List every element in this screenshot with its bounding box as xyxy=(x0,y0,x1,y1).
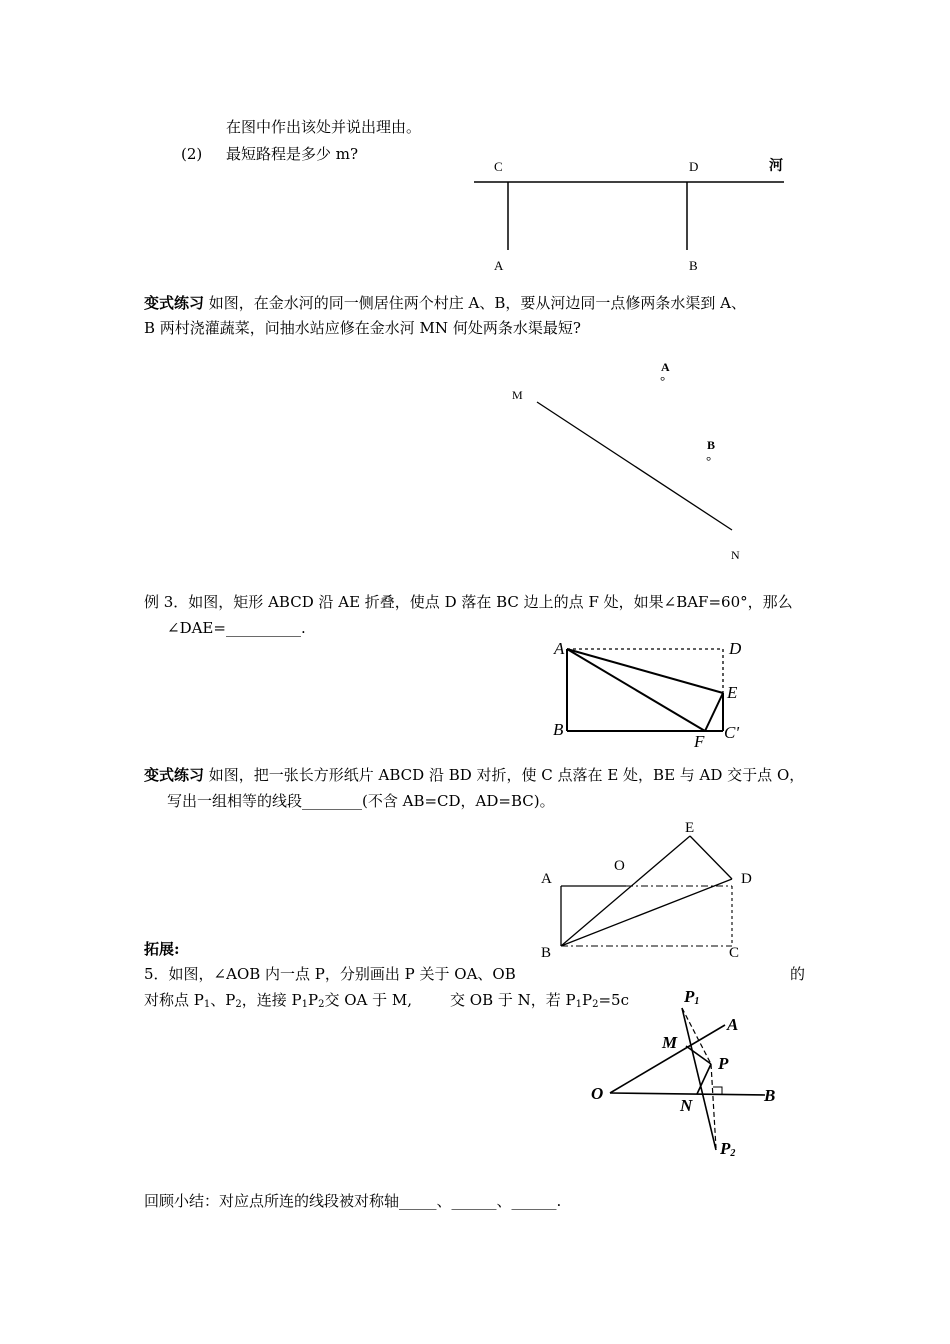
fig3-label-e: E xyxy=(727,683,738,702)
question-2-text: 最短路程是多少 m? xyxy=(226,145,359,163)
ext-text-f: 交 OB 于 N，若 P xyxy=(450,991,576,1009)
fig3-label-d: D xyxy=(729,639,742,658)
variation-2-text-1: 如图，把一张长方形纸片 ABCD 沿 BD 对折，使 C 点落在 E 处，BE 与 AD 交于点 O， xyxy=(204,766,805,784)
fig4-label-a: A xyxy=(541,871,552,887)
ext-sub-3: 1 xyxy=(301,999,308,1010)
fig2-label-a: A xyxy=(661,360,670,374)
fig5-p1-letter: P xyxy=(684,987,695,1006)
ext-text-b: 、P xyxy=(210,991,236,1009)
extension-line-1: 5．如图，∠AOB 内一点 P，分别画出 P 关于 OA、OB xyxy=(144,965,516,983)
fig5-label-p: P xyxy=(718,1054,729,1073)
fig4-label-c: C xyxy=(729,945,740,961)
fig5-p2-sub: 2 xyxy=(730,1148,736,1159)
fig3-label-c: C' xyxy=(724,723,739,742)
ext-text-h: =5c xyxy=(598,991,629,1009)
variation-1-text-1: 如图，在金水河的同一侧居住两个村庄 A、B，要从河边同一点修两条水渠到 A、 xyxy=(204,294,747,312)
ext-sub-1: 1 xyxy=(203,999,211,1010)
fig2-point-a: ° xyxy=(660,373,666,388)
ext-sub-4: 2 xyxy=(318,999,325,1010)
example-3-line-2: ∠DAE=__________. xyxy=(167,619,306,637)
fig4-label-b: B xyxy=(541,945,552,961)
fig3-label-f: F xyxy=(694,732,705,751)
extension-line-1-end: 的 xyxy=(790,965,806,983)
ext-text-e: 交 OA 于 M, xyxy=(324,991,412,1009)
fig2-label-m: M xyxy=(512,388,523,402)
fig1-label-d: D xyxy=(689,159,699,174)
ext-text-d: P xyxy=(307,991,319,1009)
fig5-label-o: O xyxy=(591,1084,604,1103)
fig1-label-river: 河 xyxy=(769,158,783,174)
variation-2-line-2: 写出一组相等的线段________(不含 AB=CD，AD=BC)。 xyxy=(167,792,555,810)
ext-text-a: 对称点 P xyxy=(144,991,204,1009)
question-number-2: (2) xyxy=(181,145,203,163)
fig2-label-b: B xyxy=(707,438,716,452)
variation-2-heading: 变式练习 xyxy=(144,766,205,784)
variation-1-heading: 变式练习 xyxy=(144,294,205,312)
example-3-line-1: 例 3．如图，矩形 ABCD 沿 AE 折叠，使点 D 落在 BC 边上的点 F 处，如果∠BAF=60°，那么 xyxy=(144,593,793,611)
extension-heading: 拓展: xyxy=(144,940,180,958)
fig4-label-e: E xyxy=(685,820,695,836)
ext-sub-2: 2 xyxy=(235,999,242,1010)
fig4-label-o: O xyxy=(614,858,625,874)
fig5-label-p1 xyxy=(684,988,699,1011)
ext-sub-5: 1 xyxy=(575,999,582,1010)
ext-text-c: ，连接 P xyxy=(241,991,302,1009)
fig2-point-b: ° xyxy=(706,453,712,468)
fig5-label-p2 xyxy=(720,1140,735,1163)
fig5-label-a: A xyxy=(727,1015,739,1034)
variation-1-line-2: B 两村浇灌蔬菜，问抽水站应修在金水河 MN 何处两条水渠最短? xyxy=(144,319,581,337)
fig5-p2-letter: P xyxy=(720,1139,731,1158)
top-line-1: 在图中作出该处并说出理由。 xyxy=(226,118,422,136)
fig5-p1-sub: 1 xyxy=(694,996,700,1007)
fig5-label-m: M xyxy=(662,1033,678,1052)
fig1-label-b: B xyxy=(689,258,698,273)
fig1-label-a: A xyxy=(494,258,504,273)
fig3-label-b: B xyxy=(553,720,564,739)
fig5-label-b: B xyxy=(764,1086,776,1105)
fig3-label-a: A xyxy=(554,639,565,658)
fig4-label-d: D xyxy=(741,871,752,887)
fig5-label-n: N xyxy=(680,1096,693,1115)
ext-text-g: P xyxy=(582,991,593,1009)
ext-sub-6: 2 xyxy=(592,999,599,1010)
fig1-label-c: C xyxy=(494,159,503,174)
fig2-label-n: N xyxy=(731,548,740,562)
summary-line: 回顾小结：对应点所连的线段被对称轴_____、______、______. xyxy=(144,1192,562,1210)
